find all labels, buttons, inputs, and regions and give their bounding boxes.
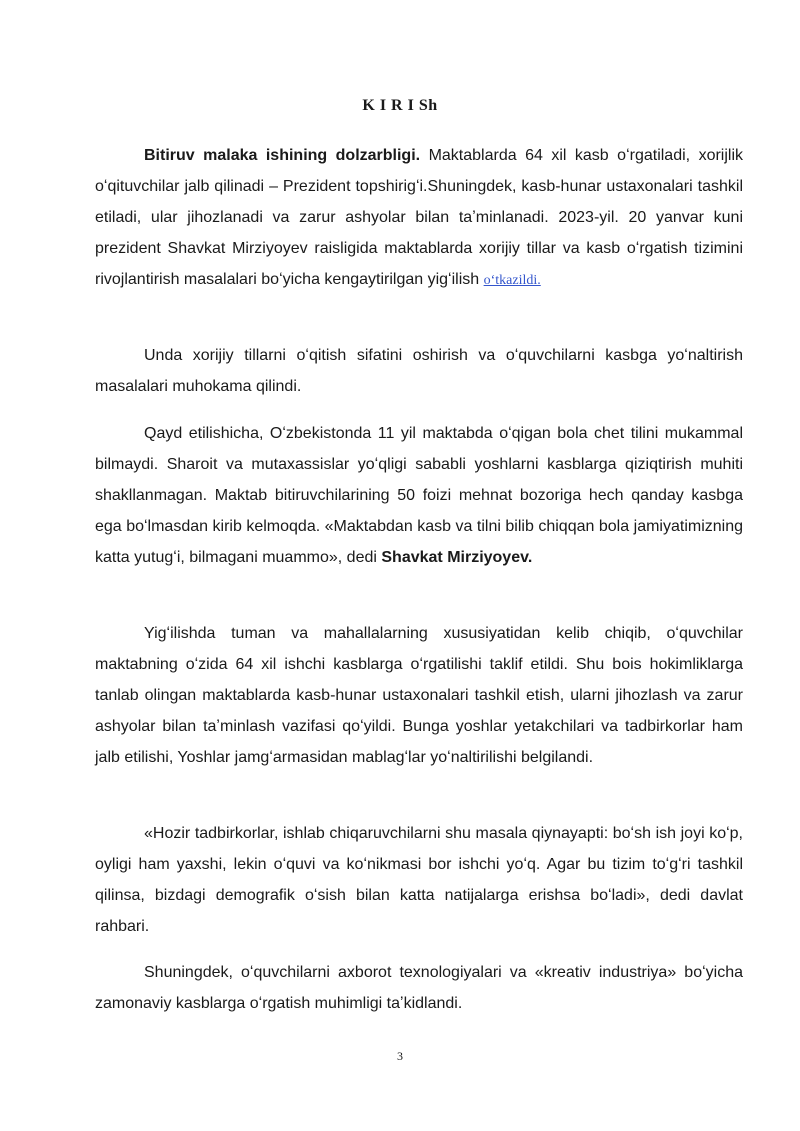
- paragraph-5: [95, 818, 743, 942]
- paragraph-4: [95, 618, 743, 773]
- paragraph-text: Shuningdek, oʻquvchilarni axborot texnologiyalari va «kreativ industriya» boʻyicha zamonaviy kasblarga oʻrgatish muhimligi taʼkidlandi.: [95, 964, 743, 1012]
- paragraph-lead-bold: Bitiruv malaka ishining dolzarbligi.: [144, 147, 421, 164]
- paragraph-1: [95, 140, 743, 296]
- paragraph-text: Maktablarda 64 xil kasb oʻrgatiladi, xorijlik oʻqituvchilar jalb qilinadi – Prezident topshirigʻi.Shuningdek, kasb-hunar ustaxonalari tashkil etiladi, ular jihozlanadi va zarur ashyolar bilan taʼminlanadi. 2023-yil. 20 yanvar kuni prezident Shavkat Mirziyoyev raisligida maktablarda xorijiy tillar va kasb oʻrgatish tizimini rivojlantirish masalalari boʻyicha kengaytirilgan yigʻilish: [95, 147, 744, 288]
- paragraph-text: «Hozir tadbirkorlar, ishlab chiqaruvchilarni shu masala qiynayapti: boʻsh ish joyi koʻp, oyligi ham yaxshi, lekin oʻquvi va koʻnikmasi bor ishchi yoʻq. Agar bu tizim toʻgʻri tashkil qilinsa, bizdagi demografik oʻsish bilan katta natijalarga erishsa boʻladi», dedi davlat rahbari.: [95, 825, 743, 935]
- paragraph-trail-bold: Shavkat Mirziyoyev.: [381, 549, 533, 566]
- paragraph-3: [95, 418, 743, 573]
- page-number: 3: [397, 1049, 403, 1063]
- paragraph-2: [95, 340, 743, 402]
- paragraph-text: Unda xorijiy tillarni oʻqitish sifatini oshirish va oʻquvchilarni kasbga yoʻnaltirish masalalari muhokama qilindi.: [95, 347, 743, 395]
- paragraph-text: Yigʻilishda tuman va mahallalarning xususiyatidan kelib chiqib, oʻquvchilar maktabning oʻzida 64 xil ishchi kasblarga oʻrgatilishi taklif etildi. Shu bois hokimliklarga tanlab olingan maktablarda kasb-hunar ustaxonalari tashkil etish, ularni jihozlash va zarur ashyolar bilan taʼminlash vazifasi qoʻyildi. Bunga yoshlar yetakchilari va tadbirkorlar ham jalb etilishi, Yoshlar jamgʻarmasidan mablagʻlar yoʻnaltirilishi belgilandi.: [95, 625, 743, 766]
- paragraph-text: Qayd etilishicha, Oʻzbekistonda 11 yil maktabda oʻqigan bola chet tilini mukammal bilmaydi. Sharoit va mutaxassislar yoʻqligi sababli yoshlarni kasblarga qiziqtirish muhiti shakllanmagan. Maktab bitiruvchilarining 50 foizi mehnat bozoriga hech qanday kasbga ega boʻlmasdan kirib kelmoqda. «Maktabdan kasb va tilni bilib chiqqan bola jamiyatimizning katta yutugʻi, bilmagani muammo», dedi: [95, 425, 743, 566]
- otkazildi-link[interactable]: oʻtkazildi.: [483, 273, 541, 288]
- paragraph-6: [95, 957, 743, 1019]
- section-title: K I R I Sh: [362, 97, 438, 114]
